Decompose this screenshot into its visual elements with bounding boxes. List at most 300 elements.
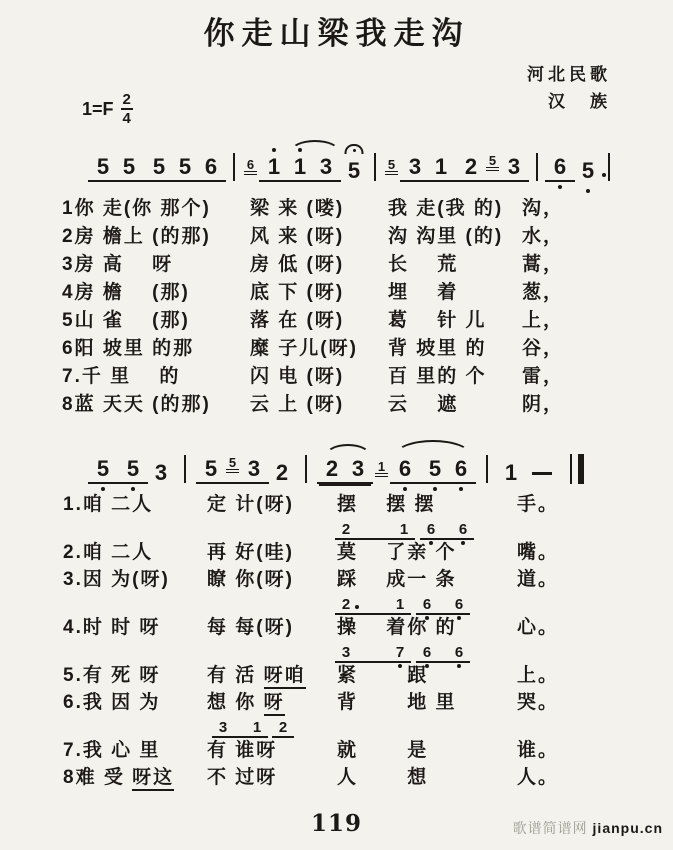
lyric-segment <box>388 196 503 222</box>
beam-group <box>335 597 411 615</box>
note <box>148 156 170 178</box>
barline <box>486 455 488 483</box>
lyric-segment <box>517 615 559 640</box>
note <box>455 522 471 537</box>
lyric-segment <box>517 765 559 790</box>
note <box>243 458 265 480</box>
lyric-run: 沟， <box>522 198 565 219</box>
lyric-run: 紧 跟 <box>337 665 429 686</box>
note-digit: 6 <box>458 521 468 538</box>
lyric-run: 人。 <box>517 767 560 788</box>
octave-down-dot <box>131 487 135 491</box>
meter-denominator: 4 <box>122 110 131 127</box>
note-digit: 5 <box>228 455 237 470</box>
beam-group <box>196 455 269 484</box>
lyric-run: 每 每(呀) <box>207 617 294 638</box>
lyric-segment <box>337 492 436 517</box>
ethnic-label: 汉 族 <box>548 92 611 111</box>
note-digit: 5 <box>387 157 396 172</box>
beam-group <box>272 720 294 738</box>
lyric-segment <box>250 336 358 362</box>
spacer <box>355 659 391 660</box>
note-digit: 6 <box>422 596 432 613</box>
beam-group <box>88 458 118 484</box>
lyric-run: 莫 了亲 个 <box>337 542 457 563</box>
lyric-run: 1你 走(你 那个) <box>62 198 211 219</box>
beam-group <box>259 156 341 182</box>
lyric-row <box>0 540 673 567</box>
lyric-segment <box>522 196 564 222</box>
note-digit: 5 <box>204 456 218 481</box>
note <box>423 522 439 537</box>
note <box>343 160 365 182</box>
grace-note <box>385 158 398 175</box>
note-digit: 5 <box>178 154 192 179</box>
lyric-run: 5.有 死 呀 <box>63 665 161 686</box>
note-digit: 5 <box>581 158 595 183</box>
lyric-row <box>0 336 673 364</box>
lyric-run: 2房 檐上 (的那) <box>62 226 211 247</box>
note <box>451 645 467 660</box>
lyric-run: 呀 <box>264 692 285 716</box>
beam-group <box>118 458 148 484</box>
lyric-run: 4房 檐 (那) <box>62 282 190 303</box>
spacer <box>232 734 248 735</box>
lyric-run: 有 活 <box>207 665 264 686</box>
lyric-segment <box>337 540 457 565</box>
lyric-segment <box>388 364 487 390</box>
note <box>338 522 354 537</box>
note <box>150 462 172 484</box>
lyric-run: 背 地 里 <box>337 692 457 713</box>
barline <box>184 455 186 483</box>
note-digit: 7 <box>395 644 405 661</box>
lyric-segment <box>250 224 344 250</box>
lyric-run: 3.因 为(呀) <box>63 569 170 590</box>
augmentation-dot <box>602 173 606 177</box>
note-digit: 3 <box>341 644 351 661</box>
lyric-run: 嘴。 <box>517 542 560 563</box>
lyric-row <box>0 492 673 519</box>
beam-group <box>212 720 268 738</box>
note <box>396 522 412 537</box>
lyric-row <box>0 663 673 690</box>
spacer <box>355 611 391 612</box>
lyric-segment <box>62 224 211 250</box>
note-digit: 2 <box>325 456 339 481</box>
grace-note <box>226 456 239 473</box>
lyric-run: 1.咱 二人 <box>63 494 154 515</box>
lyric-run: 手。 <box>517 494 560 515</box>
note-digit: 1 <box>252 719 262 736</box>
note-digit: 5 <box>347 158 361 183</box>
note-digit: 6 <box>204 154 218 179</box>
lyric-segment <box>337 690 457 715</box>
lyrics-block-2 <box>0 492 673 792</box>
lyric-segment <box>337 567 457 592</box>
beam-group <box>456 153 529 182</box>
note-digit: 3 <box>507 154 521 179</box>
lyric-run: 沟 沟里 (的) <box>388 226 504 247</box>
lyric-segment <box>250 308 344 334</box>
note <box>289 156 311 178</box>
beam-group <box>317 458 373 484</box>
lyric-run: 心。 <box>517 617 560 638</box>
note <box>419 597 435 612</box>
beam-group <box>416 645 470 663</box>
inline-notes-row <box>335 642 673 663</box>
lyric-segment <box>522 252 564 278</box>
lyric-run: 2.咱 二人 <box>63 542 154 563</box>
note <box>118 156 140 178</box>
lyric-run: 6.我 因 为 <box>63 692 161 713</box>
lyric-segment <box>63 567 170 592</box>
note-digit: 2 <box>278 719 288 736</box>
lyric-segment <box>522 392 564 418</box>
lyric-row <box>0 615 673 642</box>
beam-group <box>88 156 144 182</box>
lyric-row <box>0 280 673 308</box>
note <box>451 597 467 612</box>
slur-arc <box>290 140 340 152</box>
lyric-run: 糜 子儿(呀) <box>250 338 358 359</box>
lyric-segment <box>522 336 564 362</box>
lyric-run: 葛 针 儿 <box>388 310 487 331</box>
barline <box>536 153 538 181</box>
lyric-run: 有 谁呀 <box>207 740 278 761</box>
lyric-run: 水， <box>522 226 565 247</box>
barline <box>608 153 610 181</box>
note <box>200 156 222 178</box>
notation-line-1 <box>88 146 617 182</box>
note-digit: 6 <box>422 644 432 661</box>
lyric-segment <box>250 196 344 222</box>
lyric-segment <box>388 392 458 418</box>
lyric-row <box>0 364 673 392</box>
note-digit: 3 <box>247 456 261 481</box>
lyric-run: 操 着你 的 <box>337 617 457 638</box>
note <box>321 458 343 480</box>
note-digit: 3 <box>408 154 422 179</box>
augmentation-dot <box>355 605 359 609</box>
lyric-run: 埋 着 <box>388 282 459 303</box>
note <box>174 156 196 178</box>
beam-group <box>335 645 411 663</box>
lyric-segment <box>207 765 277 790</box>
lyric-segment <box>207 615 294 640</box>
lyric-run: 落 在 (呀) <box>250 310 345 331</box>
key-label: 1=F <box>82 98 114 119</box>
lyric-run: 云 遮 <box>388 394 459 415</box>
lyric-run: 梁 来 (喽) <box>250 198 345 219</box>
lyric-run: 上。 <box>517 665 560 686</box>
note-digit: 2 <box>341 596 351 613</box>
lyric-row <box>0 738 673 765</box>
lyric-segment <box>388 308 487 334</box>
note <box>460 156 482 178</box>
lyric-row <box>0 690 673 717</box>
note-digit: 2 <box>464 154 478 179</box>
lyric-run: 风 来 (呀) <box>250 226 345 247</box>
lyric-run: 我 走(我 的) <box>388 198 504 219</box>
lyric-segment <box>63 738 160 763</box>
slur-arc <box>325 444 371 456</box>
beam-group <box>545 156 575 182</box>
lyric-run: 底 下 (呀) <box>250 282 345 303</box>
lyric-run: 瞭 你(呀) <box>207 569 294 590</box>
note <box>392 645 408 660</box>
lyric-run: 8难 受 <box>63 767 133 788</box>
lyric-run: 定 计(呀) <box>207 494 294 515</box>
note <box>92 156 114 178</box>
lyric-segment <box>62 392 211 418</box>
note <box>92 458 114 480</box>
lyric-run: 道。 <box>517 569 560 590</box>
lyric-run: 不 过呀 <box>207 767 278 788</box>
lyric-run: 葱， <box>522 282 565 303</box>
lyric-row <box>0 224 673 252</box>
note-digit: 6 <box>246 157 255 172</box>
lyric-segment <box>517 567 559 592</box>
lyric-run: 6阳 坡里 的那 <box>62 338 195 359</box>
spacer <box>436 659 450 660</box>
note <box>263 156 285 178</box>
beam-group <box>144 156 226 182</box>
lyric-row <box>0 196 673 224</box>
barline <box>374 153 376 181</box>
note <box>200 458 222 480</box>
lyric-segment <box>522 364 564 390</box>
octave-up-dot <box>272 148 276 152</box>
note-digit: 5 <box>96 456 110 481</box>
beam-group <box>335 522 415 540</box>
note-digit: 3 <box>351 456 365 481</box>
lyric-run: 房 低 (呀) <box>250 254 345 275</box>
lyric-segment <box>207 567 294 592</box>
lyric-run: 呀咱 <box>264 665 306 689</box>
lyric-segment <box>337 738 428 763</box>
lyric-run: 4.时 时 呀 <box>63 617 161 638</box>
beam-group <box>420 522 474 540</box>
fermata-icon <box>345 144 364 154</box>
lyric-run: 闪 电 (呀) <box>250 366 345 387</box>
note-digit: 5 <box>126 456 140 481</box>
lyric-run: 人 想 <box>337 767 429 788</box>
note <box>500 462 522 484</box>
lyric-segment <box>62 308 190 334</box>
lyric-run: 谷， <box>522 338 565 359</box>
note-digit: 1 <box>399 521 409 538</box>
lyric-run: 5山 雀 (那) <box>62 310 190 331</box>
lyric-run: 7.千 里 的 <box>62 366 181 387</box>
note <box>549 156 571 178</box>
lyric-run: 想 你 <box>207 692 264 713</box>
lyric-run: 呀这 <box>132 767 174 791</box>
dash-note <box>532 472 552 475</box>
final-barline <box>570 454 584 484</box>
note-digit: 5 <box>428 456 442 481</box>
lyric-segment <box>388 224 503 250</box>
note-digit: 1 <box>395 596 405 613</box>
lyric-segment <box>337 765 428 790</box>
note-digit: 6 <box>454 644 464 661</box>
note <box>347 458 369 480</box>
note <box>424 458 446 480</box>
lyric-segment <box>62 364 180 390</box>
barline <box>233 153 235 181</box>
lyric-segment <box>207 690 285 715</box>
lyric-segment <box>388 280 458 306</box>
note-digit: 5 <box>122 154 136 179</box>
lyric-row <box>0 392 673 420</box>
lyric-run: 7.我 心 里 <box>63 740 161 761</box>
octave-down-dot <box>433 487 437 491</box>
lyric-segment <box>337 615 457 640</box>
lyric-row <box>0 765 673 792</box>
lyric-segment <box>517 738 559 763</box>
lyric-segment <box>207 663 306 688</box>
octave-down-dot <box>101 487 105 491</box>
song-title: 你走山梁我走沟 <box>203 16 470 52</box>
grace-note <box>486 154 499 171</box>
note-digit: 6 <box>398 456 412 481</box>
lyric-segment <box>207 738 277 763</box>
note-digit: 6 <box>454 456 468 481</box>
lyric-run: 阴， <box>522 394 565 415</box>
lyric-segment <box>63 540 153 565</box>
origin-label: 河北民歌 <box>527 65 611 84</box>
lyric-run: 上， <box>522 310 565 331</box>
beam-group <box>416 597 470 615</box>
lyric-segment <box>388 252 458 278</box>
lyric-segment <box>207 540 294 565</box>
note <box>392 597 408 612</box>
note <box>404 156 426 178</box>
note-digit: 5 <box>488 153 497 168</box>
lyric-run: 再 好(哇) <box>207 542 294 563</box>
meter-numerator: 2 <box>122 91 131 108</box>
note <box>122 458 144 480</box>
lyric-segment <box>522 224 564 250</box>
lyric-segment <box>62 280 190 306</box>
lyric-segment <box>62 336 194 362</box>
lyric-segment <box>207 492 294 517</box>
inline-notes-row <box>212 717 673 738</box>
spacer <box>440 536 454 537</box>
watermark <box>513 818 663 838</box>
note-digit: 6 <box>426 521 436 538</box>
page-number: 119 <box>310 810 362 837</box>
note-digit: 1 <box>267 154 281 179</box>
note <box>271 462 293 484</box>
lyric-run: 摆 摆 摆 <box>337 494 436 515</box>
octave-down-dot <box>558 185 562 189</box>
grace-note <box>244 158 257 175</box>
note-digit: 2 <box>275 460 289 485</box>
note-digit: 5 <box>96 154 110 179</box>
note <box>577 160 599 182</box>
note-digit: 3 <box>154 460 168 485</box>
note-digit: 1 <box>504 460 518 485</box>
note <box>394 458 416 480</box>
note-digit: 5 <box>152 154 166 179</box>
beam-group <box>420 458 476 484</box>
time-signature <box>121 92 133 126</box>
lyric-run: 8蓝 天天 (的那) <box>62 394 211 415</box>
lyric-segment <box>522 308 564 334</box>
beam-group <box>400 156 456 182</box>
lyric-segment <box>250 364 344 390</box>
note <box>503 156 525 178</box>
beam-group <box>390 458 420 484</box>
lyric-run: 就 是 <box>337 740 429 761</box>
note <box>275 720 291 735</box>
lyric-segment <box>388 336 487 362</box>
lyric-segment <box>517 540 559 565</box>
watermark-url: jianpu.cn <box>592 820 663 836</box>
key-signature <box>82 92 133 126</box>
lyric-segment <box>337 663 428 688</box>
lyric-run: 踩 成一 条 <box>337 569 457 590</box>
note <box>338 645 354 660</box>
watermark-site-name: 歌谱简谱网 <box>512 820 588 836</box>
lyric-row <box>0 252 673 280</box>
grace-note <box>375 460 388 477</box>
slur-arc <box>395 440 471 455</box>
note-digit: 1 <box>434 154 448 179</box>
note-digit: 6 <box>553 154 567 179</box>
octave-down-dot <box>459 487 463 491</box>
note <box>249 720 265 735</box>
note <box>419 645 435 660</box>
lyric-run: 云 上 (呀) <box>250 394 345 415</box>
note <box>215 720 231 735</box>
lyric-run: 雷， <box>522 366 565 387</box>
note <box>430 156 452 178</box>
lyric-run: 背 坡里 的 <box>388 338 487 359</box>
lyric-row <box>0 308 673 336</box>
lyric-run: 百 里的 个 <box>388 366 487 387</box>
note-digit: 3 <box>319 154 333 179</box>
lyric-segment <box>250 252 344 278</box>
note-digit: 1 <box>293 154 307 179</box>
lyric-run: 谁。 <box>517 740 560 761</box>
note <box>315 156 337 178</box>
lyric-segment <box>63 663 160 688</box>
lyric-segment <box>250 392 344 418</box>
barline <box>305 455 307 483</box>
lyrics-block-1 <box>0 196 673 420</box>
inline-notes-row <box>335 594 673 615</box>
lyric-run: 长 荒 <box>388 254 459 275</box>
note <box>450 458 472 480</box>
lyric-segment <box>517 663 559 688</box>
octave-down-dot <box>586 189 590 193</box>
lyric-segment <box>517 690 559 715</box>
lyric-segment <box>522 280 564 306</box>
note-digit: 1 <box>377 459 386 474</box>
lyric-run: 哭。 <box>517 692 560 713</box>
lyric-segment <box>63 492 153 517</box>
lyric-segment <box>517 492 559 517</box>
note <box>338 597 354 612</box>
lyric-segment <box>62 196 211 222</box>
lyric-segment <box>63 615 160 640</box>
spacer <box>355 536 395 537</box>
lyric-segment <box>250 280 344 306</box>
note-digit: 2 <box>341 521 351 538</box>
lyric-row <box>0 567 673 594</box>
